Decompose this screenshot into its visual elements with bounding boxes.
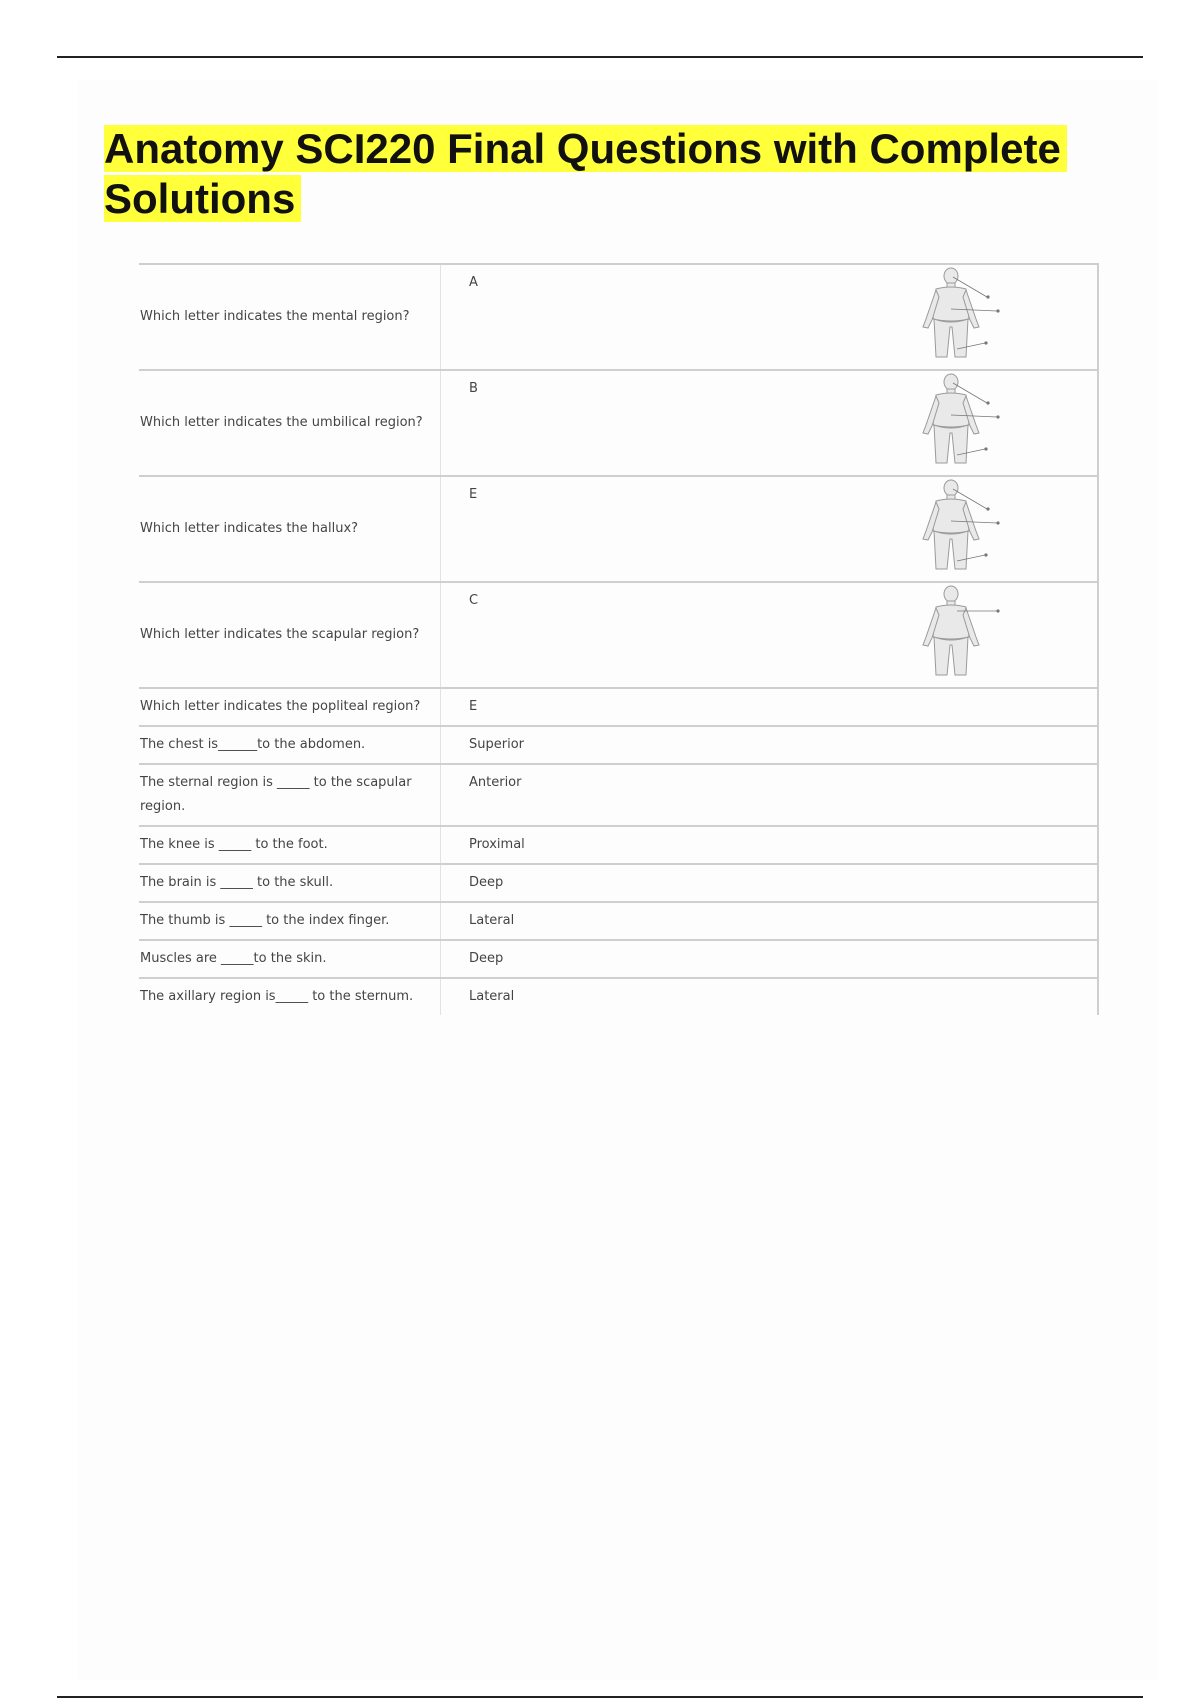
answer-cell: Lateral (441, 902, 1099, 940)
table-row (139, 940, 1098, 978)
question-cell: Which letter indicates the popliteal region? (139, 688, 441, 726)
question-cell: The sternal region is _____ to the scapular region. (139, 764, 441, 826)
answer-cell: Proximal (441, 826, 1099, 864)
answer-cell (441, 582, 1099, 688)
qa-table (139, 263, 1099, 1015)
anterior-body-diagram-svg (909, 267, 1009, 359)
table-row (139, 370, 1098, 476)
answer-text: E (469, 487, 478, 502)
table-row (139, 978, 1098, 1015)
answer-cell: Anterior (441, 764, 1099, 826)
question-cell: Which letter indicates the mental region? (139, 264, 441, 370)
anterior-body-diagram-svg (909, 479, 1009, 571)
question-cell: Which letter indicates the scapular region? (139, 582, 441, 688)
answer-cell: Superior (441, 726, 1099, 764)
anterior-body-diagram-svg (909, 373, 1009, 465)
anterior-body-diagram (909, 267, 1009, 359)
table-row (139, 764, 1098, 826)
table-row (139, 688, 1098, 726)
table-row (139, 726, 1098, 764)
table-row (139, 864, 1098, 902)
answer-text: C (469, 593, 479, 608)
answer-cell: Lateral (441, 978, 1099, 1015)
anterior-body-diagram (909, 373, 1009, 465)
question-cell: The knee is _____ to the foot. (139, 826, 441, 864)
answer-cell: Deep (441, 864, 1099, 902)
question-cell: The brain is _____ to the skull. (139, 864, 441, 902)
answer-cell: E (441, 688, 1099, 726)
question-cell: The thumb is _____ to the index finger. (139, 902, 441, 940)
question-cell: Muscles are _____to the skin. (139, 940, 441, 978)
answer-cell (441, 264, 1099, 370)
table-row (139, 826, 1098, 864)
posterior-body-diagram (909, 585, 1009, 677)
bottom-rule (57, 1696, 1143, 1698)
answer-text: A (469, 275, 478, 290)
answer-cell (441, 476, 1099, 582)
answer-cell: Deep (441, 940, 1099, 978)
question-cell: Which letter indicates the umbilical region? (139, 370, 441, 476)
answer-text: B (469, 381, 478, 396)
question-cell: The chest is______to the abdomen. (139, 726, 441, 764)
posterior-body-diagram-svg (909, 585, 1009, 677)
table-row (139, 902, 1098, 940)
answer-cell (441, 370, 1099, 476)
question-cell: Which letter indicates the hallux? (139, 476, 441, 582)
top-rule (57, 56, 1143, 58)
question-cell: The axillary region is_____ to the sternum. (139, 978, 441, 1015)
table-row (139, 476, 1098, 582)
table-row (139, 264, 1098, 370)
table-row (139, 582, 1098, 688)
document-title: Anatomy SCI220 Final Questions with Complete Solutions (104, 124, 1104, 224)
anterior-body-diagram (909, 479, 1009, 571)
